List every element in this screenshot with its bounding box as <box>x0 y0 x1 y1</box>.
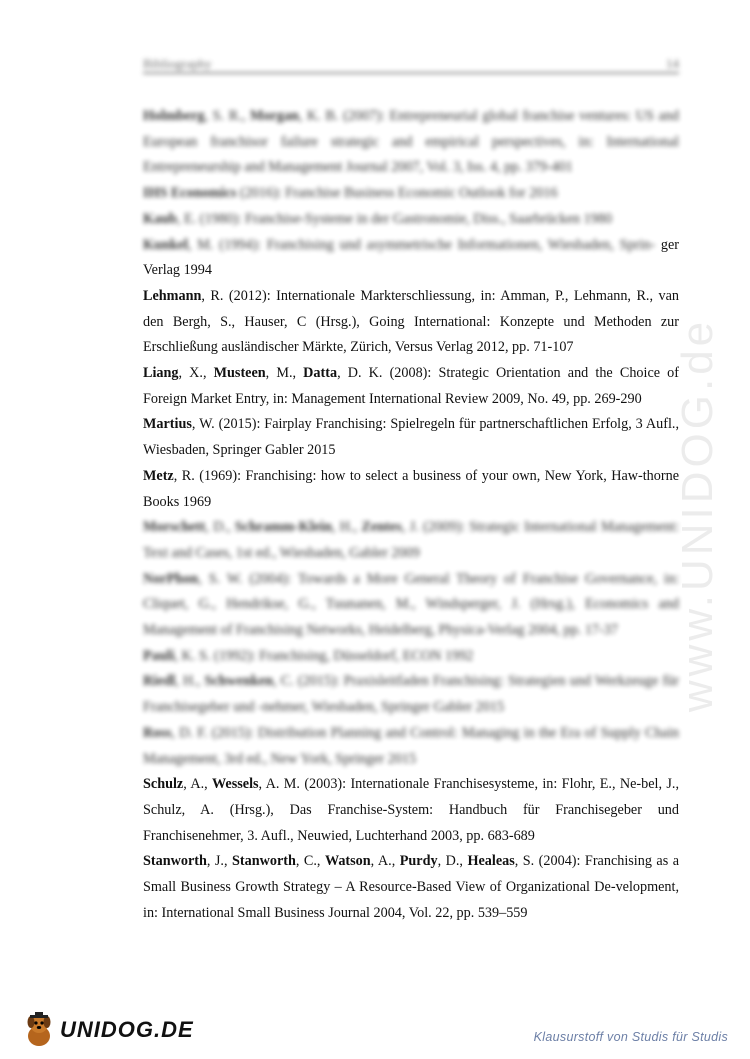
bibliography-entry <box>143 181 679 207</box>
dog-mascot-icon <box>22 1012 56 1048</box>
entry-text: , C., <box>295 853 325 870</box>
author-name: Wessels <box>212 776 259 793</box>
bibliography-entry <box>143 772 679 849</box>
author-name: Schulz <box>143 776 184 793</box>
entry-text: , A. M. (2003): Internationale Franchisesysteme, in: Flohr, E., Ne-bel, J., Schulz, A. (Hrsg.), Das Franchise-System: Handbuch für Franchisegeber und Franchisenehmer, 3. Aufl., Neuwied, Luchterhand 2003, pp. 683-689 <box>143 776 679 844</box>
bibliography-entry <box>143 361 679 412</box>
author-name: Liang <box>143 365 179 382</box>
entry-text: , A., <box>370 853 400 870</box>
bibliography-entry <box>143 669 679 720</box>
bibliography-list <box>143 104 679 927</box>
entry-text: , M., <box>265 365 304 382</box>
bibliography-entry <box>143 515 679 566</box>
entry-text: ger Verlag 1994 <box>143 236 679 279</box>
bibliography-entry <box>143 207 679 233</box>
author-name: Pauli <box>143 647 175 664</box>
entry-text: , J., <box>206 853 232 870</box>
bibliography-entry <box>143 464 679 515</box>
bibliography-entry <box>143 412 679 463</box>
entry-text: , D. F. (2015): Distribution Planning and Control: Managing in the Era of Supply Chain Management, 3rd ed., New York, Springer 2015 <box>143 724 679 767</box>
watermark-text: www.UNIDOG.de <box>673 317 723 713</box>
entry-text: , H., <box>331 519 362 536</box>
entry-text: , R. (2012): Internationale Markterschliessung, in: Amman, P., Lehmann, R., van den Bergh, S., Hauser, C (Hrsg.), Going International: Konzepte und Methoden zur Erschließung ausländischer Märkte, Zürich, Versus Verlag 2012, pp. 71-107 <box>143 287 679 356</box>
entry-text: , J. (2009): Strategic International Management: Text and Cases, 1st ed., Wiesbaden, Gabler 2009 <box>143 519 679 561</box>
author-name: Datta <box>303 365 338 382</box>
author-name: Holmberg <box>143 108 205 124</box>
entry-text: , M. (1994): Franchising und asymmetrische Informationen, Wiesbaden, Sprin- <box>187 236 656 253</box>
author-name: Morschett <box>143 519 206 536</box>
author-name: Morgan <box>249 108 299 124</box>
bibliography-entry <box>143 284 679 361</box>
entry-text: , H., <box>175 673 205 690</box>
author-name: Metz <box>143 467 174 484</box>
bibliography-entry <box>143 233 679 284</box>
logo-text: UNIDOG.DE <box>60 1017 194 1042</box>
entry-text: , D. K. (2008): Strategic Orientation and the Choice of Foreign Market Entry, in: Management International Review 2009, No. 49, pp. 269-290 <box>143 365 679 407</box>
bibliography-entry <box>143 644 679 670</box>
author-name: Musteen <box>213 365 266 382</box>
page-header <box>143 52 679 74</box>
watermark <box>668 290 728 740</box>
entry-text: , R. (1969): Franchising: how to select a business of your own, New York, Haw-thorne Books 1969 <box>143 467 679 510</box>
author-name: Zentes <box>361 519 402 536</box>
author-name: Watson <box>324 853 371 870</box>
entry-text: , E. (1980): Franchise-Systeme in der Gastronomie, Diss., Saarbrücken 1980 <box>176 210 612 227</box>
page-number: 14 <box>666 56 679 71</box>
bibliography-entry <box>143 567 679 644</box>
header-title: Bibliography <box>143 56 212 71</box>
author-name: Kunkel <box>143 236 188 253</box>
author-name: Stanworth <box>143 853 207 870</box>
bibliography-entry <box>143 849 679 926</box>
entry-text: (2016): Franchise Business Economic Outlook for 2016 <box>236 185 558 202</box>
author-name: Ross <box>143 724 172 741</box>
entry-text: , X., <box>178 365 214 382</box>
author-name: Kaub <box>143 210 177 227</box>
entry-text: , A., <box>183 776 213 793</box>
author-name: Schramm-Klein <box>234 519 332 536</box>
entry-text: , S. R., <box>204 108 250 124</box>
author-name: Healeas <box>467 853 515 870</box>
entry-text: , K. S. (1992): Franchising, Düsseldorf, ECON 1992 <box>174 647 474 664</box>
author-name: Lehmann <box>143 287 202 304</box>
bibliography-entry <box>143 104 679 181</box>
entry-text: , S. (2004): Franchising as a Small Business Growth Strategy – A Resource-Based View of Organizational De-velopment, in: International Small Business Journal 2004, Vol. 22, pp. 539–559 <box>143 853 680 921</box>
author-name: Martius <box>143 416 192 433</box>
footer-slogan: Klausurstoff von Studis für Studis <box>533 1030 728 1044</box>
entry-text: , K. B. (2007): Entrepreneurial global franchise ventures: US and European franchisor failure strategic and empirical perspectives, in: International Entrepreneurship and Management Journal 2007, Vol. 3, Iss. 4, pp. 379-401 <box>143 108 679 176</box>
unidog-logo[interactable] <box>22 1010 194 1050</box>
bibliography-entry <box>143 721 679 772</box>
entry-text: , W. (2015): Fairplay Franchising: Spielregeln für partnerschaftlichen Erfolg, 3 Aufl., Wiesbaden, Springer Gabler 2015 <box>143 416 679 459</box>
entry-text: , C. (2015): Praxisleitfaden Franchising: Strategien und Werkzeuge für Franchisegeber und -nehmer, Wiesbaden, Springer Gabler 2015 <box>143 673 680 716</box>
author-name: Riedl <box>143 673 176 690</box>
author-name: IHS Economics <box>143 185 237 202</box>
entry-text: , D., <box>437 853 468 870</box>
author-name: Purdy <box>399 853 438 870</box>
author-name: Stanworth <box>232 853 296 870</box>
author-name: NorPhon <box>143 570 199 587</box>
entry-text: , S. W. (2004): Towards a More General Theory of Franchise Governance, in: Cliquet, G., Hendrikse, G., Tuunanen, M., Windsperger, J. (Hrsg.), Economics and Management of Franchising Networks, Heidelberg, Physica-Verlag 2004, pp. 17-37 <box>143 570 679 639</box>
blurred-entry-part <box>143 237 655 253</box>
author-name: Schwenken <box>204 673 274 690</box>
entry-text: , D., <box>205 519 235 536</box>
